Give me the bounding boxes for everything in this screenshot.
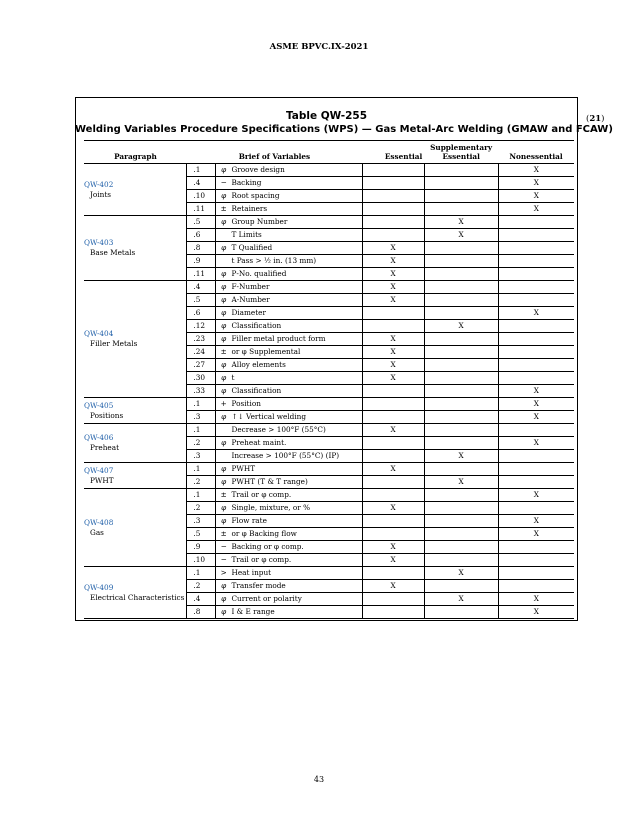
paragraph-cell <box>84 567 187 619</box>
variable-brief <box>216 554 362 567</box>
variable-number: .1 <box>187 164 216 177</box>
essential-mark <box>362 164 424 177</box>
essential-mark: X <box>362 346 424 359</box>
supplementary-mark <box>424 489 498 502</box>
variable-description: or φ Backing flow <box>231 529 297 538</box>
table-number: Table QW-255 <box>285 110 368 122</box>
table-title: Welding Variables Procedure Specifications (WPS) — Gas Metal-Arc Welding (GMAW and FCAW) <box>75 124 613 135</box>
paragraph-name: Electrical Characteristics <box>90 592 185 602</box>
essential-mark: X <box>362 268 424 281</box>
table-header-row <box>84 141 574 164</box>
supplementary-mark <box>424 164 498 177</box>
variable-description: Decrease > 100°F (55°C) <box>231 425 326 434</box>
paragraph-cell <box>84 463 187 489</box>
variable-description: Current or polarity <box>231 594 302 603</box>
variable-description: Position <box>231 399 261 408</box>
supplementary-mark <box>424 346 498 359</box>
variable-description: Trail or φ comp. <box>231 490 292 499</box>
variable-symbol: − <box>220 178 227 187</box>
variable-number: .9 <box>187 255 216 268</box>
variable-brief <box>216 450 362 463</box>
variable-symbol: − <box>220 542 227 551</box>
col-paragraph: Paragraph <box>84 141 187 164</box>
nonessential-mark: X <box>498 515 574 528</box>
variable-brief <box>216 268 362 281</box>
variable-brief <box>216 463 362 476</box>
supplementary-mark <box>424 541 498 554</box>
nonessential-mark: X <box>498 411 574 424</box>
page-number: 43 <box>313 775 325 784</box>
variable-brief <box>216 398 362 411</box>
essential-mark <box>362 320 424 333</box>
nonessential-mark: X <box>498 307 574 320</box>
table-row <box>84 489 574 502</box>
variable-description: Increase > 100°F (55°C) (IP) <box>231 451 340 460</box>
variable-brief <box>216 437 362 450</box>
variable-number: .6 <box>187 229 216 242</box>
supplementary-mark <box>424 190 498 203</box>
variable-symbol: ± <box>220 490 227 499</box>
essential-mark: X <box>362 541 424 554</box>
variable-brief <box>216 593 362 606</box>
variable-brief <box>216 515 362 528</box>
variable-description: PWHT (T & T range) <box>231 477 308 486</box>
variable-brief <box>216 242 362 255</box>
variable-description: Trail or φ comp. <box>231 555 292 564</box>
table-row <box>84 398 574 411</box>
nonessential-mark: X <box>498 606 574 619</box>
variable-description: Retainers <box>231 204 268 213</box>
paragraph-link[interactable]: QW-404 <box>84 329 114 338</box>
variable-description: t Pass > ½ in. (13 mm) <box>231 256 317 265</box>
variable-brief <box>216 476 362 489</box>
supplementary-mark <box>424 333 498 346</box>
supplementary-mark: X <box>424 567 498 580</box>
paragraph-cell <box>84 489 187 567</box>
variable-symbol: φ <box>221 412 227 421</box>
supplementary-mark <box>424 437 498 450</box>
variable-number: .2 <box>187 580 216 593</box>
essential-mark <box>362 593 424 606</box>
nonessential-mark <box>498 268 574 281</box>
paragraph-cell <box>84 164 187 216</box>
supplementary-mark: X <box>424 216 498 229</box>
variable-description: Preheat maint. <box>231 438 287 447</box>
variable-brief <box>216 606 362 619</box>
variable-brief <box>216 528 362 541</box>
variable-number: .10 <box>187 554 216 567</box>
variable-description: Root spacing <box>231 191 280 200</box>
supplementary-mark <box>424 268 498 281</box>
nonessential-mark: X <box>498 489 574 502</box>
variable-description: Classification <box>231 386 282 395</box>
variable-brief <box>216 281 362 294</box>
paragraph-name: Gas <box>90 527 104 537</box>
variable-description: F‑Number <box>231 282 270 291</box>
supplementary-mark <box>424 177 498 190</box>
variable-symbol: ± <box>220 204 227 213</box>
variable-brief <box>216 333 362 346</box>
supplementary-mark <box>424 203 498 216</box>
variable-description: Group Number <box>231 217 288 226</box>
variable-description: Single, mixture, or % <box>231 503 311 512</box>
essential-mark <box>362 515 424 528</box>
essential-mark <box>362 385 424 398</box>
variable-brief <box>216 359 362 372</box>
paragraph-cell <box>84 424 187 463</box>
supplementary-mark <box>424 580 498 593</box>
variable-number: .2 <box>187 476 216 489</box>
paragraph-name: Preheat <box>90 443 120 452</box>
paragraph-link[interactable]: QW-405 <box>84 400 114 410</box>
variable-number: .2 <box>187 502 216 515</box>
supplementary-mark <box>424 294 498 307</box>
supplementary-mark: X <box>424 320 498 333</box>
variable-number: .3 <box>187 411 216 424</box>
nonessential-mark <box>498 372 574 385</box>
variable-symbol: φ <box>221 594 227 603</box>
variable-number: .1 <box>187 567 216 580</box>
supplementary-mark <box>424 606 498 619</box>
variable-brief <box>216 203 362 216</box>
supplementary-mark <box>424 255 498 268</box>
variable-number: .1 <box>187 424 216 437</box>
variable-brief <box>216 177 362 190</box>
paragraph-link[interactable]: QW-403 <box>84 238 114 247</box>
variable-symbol: φ <box>221 243 227 252</box>
variable-symbol: φ <box>221 360 227 369</box>
essential-mark: X <box>362 281 424 294</box>
nonessential-mark <box>498 424 574 437</box>
variable-number: .4 <box>187 593 216 606</box>
supplementary-mark: X <box>424 476 498 489</box>
variable-description: Backing <box>231 178 262 187</box>
variable-brief <box>216 346 362 359</box>
variable-brief <box>216 489 362 502</box>
variable-description: P‑No. qualified <box>231 269 287 278</box>
essential-mark <box>362 203 424 216</box>
paragraph-link[interactable]: QW-402 <box>84 179 114 189</box>
table-row <box>84 463 574 476</box>
col-brief: Brief of Variables <box>187 141 362 164</box>
variable-number: .5 <box>187 216 216 229</box>
col-essential: Essential <box>362 141 424 164</box>
variable-description: PWHT <box>231 464 256 473</box>
variable-description: ↑↓ Vertical welding <box>231 412 307 421</box>
variable-number: .3 <box>187 450 216 463</box>
paragraph-name: Joints <box>90 189 112 199</box>
variable-number: .30 <box>187 372 216 385</box>
essential-mark <box>362 229 424 242</box>
nonessential-mark <box>498 346 574 359</box>
variable-symbol: φ <box>221 386 227 395</box>
nonessential-mark: X <box>498 528 574 541</box>
supplementary-mark <box>424 502 498 515</box>
essential-mark <box>362 476 424 489</box>
variable-number: .4 <box>187 281 216 294</box>
variable-description: Backing or φ comp. <box>231 542 304 551</box>
table-body <box>84 164 574 619</box>
paragraph-link[interactable]: QW-409 <box>84 582 114 592</box>
variable-number: .1 <box>187 489 216 502</box>
table-row <box>84 424 574 437</box>
essential-mark <box>362 216 424 229</box>
variable-number: .27 <box>187 359 216 372</box>
nonessential-mark <box>498 359 574 372</box>
variable-symbol: φ <box>221 477 227 486</box>
table-row <box>84 567 574 580</box>
variable-brief <box>216 580 362 593</box>
variable-number: .10 <box>187 190 216 203</box>
essential-mark: X <box>362 463 424 476</box>
variable-brief <box>216 216 362 229</box>
variable-number: .24 <box>187 346 216 359</box>
variable-number: .4 <box>187 177 216 190</box>
essential-mark: X <box>362 333 424 346</box>
nonessential-mark <box>498 463 574 476</box>
variable-description: Classification <box>231 321 282 330</box>
paragraph-link[interactable]: QW-407 <box>84 465 114 475</box>
revision-marker: (21) <box>586 114 605 124</box>
variable-brief <box>216 541 362 554</box>
variable-number: .11 <box>187 203 216 216</box>
essential-mark: X <box>362 242 424 255</box>
variable-description: Groove design <box>231 165 285 174</box>
supplementary-mark <box>424 398 498 411</box>
essential-mark: X <box>362 580 424 593</box>
paragraph-link[interactable]: QW-408 <box>84 517 114 527</box>
essential-mark: X <box>362 424 424 437</box>
supplementary-mark <box>424 515 498 528</box>
supplementary-mark <box>424 359 498 372</box>
nonessential-mark <box>498 541 574 554</box>
variable-brief <box>216 411 362 424</box>
variable-symbol: φ <box>221 269 227 278</box>
table-row <box>84 164 574 177</box>
variable-description: or φ Supplemental <box>231 347 301 356</box>
variable-number: .1 <box>187 463 216 476</box>
variable-symbol: ± <box>220 529 227 538</box>
nonessential-mark <box>498 320 574 333</box>
variable-number: .11 <box>187 268 216 281</box>
variable-brief <box>216 567 362 580</box>
supplementary-mark: X <box>424 450 498 463</box>
nonessential-mark <box>498 255 574 268</box>
variable-description: A‑Number <box>231 295 270 304</box>
variable-description: I & E range <box>231 607 275 616</box>
variable-number: .12 <box>187 320 216 333</box>
nonessential-mark <box>498 229 574 242</box>
variable-symbol: φ <box>221 607 227 616</box>
variable-number: .9 <box>187 541 216 554</box>
supplementary-mark: X <box>424 229 498 242</box>
nonessential-mark: X <box>498 437 574 450</box>
variable-description: Diameter <box>231 308 266 317</box>
nonessential-mark <box>498 294 574 307</box>
variable-number: .1 <box>187 398 216 411</box>
variable-description: Filler metal product form <box>231 334 326 343</box>
paragraph-name: Positions <box>90 410 124 420</box>
variable-number: .5 <box>187 294 216 307</box>
variable-symbol: φ <box>221 282 227 291</box>
essential-mark <box>362 190 424 203</box>
essential-mark <box>362 450 424 463</box>
essential-mark <box>362 307 424 320</box>
essential-mark: X <box>362 255 424 268</box>
variable-description: T Limits <box>231 230 262 239</box>
variable-symbol: φ <box>221 191 227 200</box>
supplementary-mark <box>424 528 498 541</box>
variable-brief <box>216 255 362 268</box>
essential-mark <box>362 437 424 450</box>
variable-symbol: φ <box>221 581 227 590</box>
variable-symbol: φ <box>221 308 227 317</box>
essential-mark: X <box>362 359 424 372</box>
table-row <box>84 216 574 229</box>
variable-symbol: φ <box>221 438 227 447</box>
variable-brief <box>216 502 362 515</box>
variable-description: Transfer mode <box>231 581 286 590</box>
nonessential-mark: X <box>498 177 574 190</box>
nonessential-mark <box>498 476 574 489</box>
paragraph-cell <box>84 281 187 398</box>
supplementary-mark <box>424 385 498 398</box>
table-row <box>84 281 574 294</box>
variable-description: Heat input <box>231 568 272 577</box>
supplementary-mark <box>424 424 498 437</box>
nonessential-mark: X <box>498 190 574 203</box>
revision-number: 21 <box>589 114 602 124</box>
variable-brief <box>216 385 362 398</box>
supplementary-mark <box>424 463 498 476</box>
supplementary-mark <box>424 554 498 567</box>
nonessential-mark <box>498 450 574 463</box>
paragraph-cell <box>84 398 187 424</box>
variable-number: .6 <box>187 307 216 320</box>
variable-symbol: φ <box>221 373 227 382</box>
essential-mark <box>362 411 424 424</box>
nonessential-mark <box>498 502 574 515</box>
variable-brief <box>216 229 362 242</box>
variable-number: .8 <box>187 606 216 619</box>
essential-mark <box>362 567 424 580</box>
variable-number: .2 <box>187 437 216 450</box>
nonessential-mark <box>498 333 574 346</box>
variable-brief <box>216 424 362 437</box>
variable-brief <box>216 190 362 203</box>
variable-symbol: φ <box>221 295 227 304</box>
essential-mark <box>362 606 424 619</box>
nonessential-mark <box>498 554 574 567</box>
variable-brief <box>216 164 362 177</box>
essential-mark <box>362 398 424 411</box>
variables-table <box>84 140 574 619</box>
variable-symbol: − <box>220 555 227 564</box>
essential-mark: X <box>362 372 424 385</box>
nonessential-mark <box>498 216 574 229</box>
variable-number: .5 <box>187 528 216 541</box>
variable-number: .8 <box>187 242 216 255</box>
nonessential-mark <box>498 567 574 580</box>
variable-description: T Qualified <box>231 243 273 252</box>
col-supplementary: Supplementary Essential <box>424 141 498 164</box>
variable-description: t <box>231 373 235 382</box>
variable-symbol: φ <box>221 217 227 226</box>
variable-symbol: φ <box>221 321 227 330</box>
nonessential-mark: X <box>498 385 574 398</box>
running-header: ASME BPVC.IX-2021 <box>269 42 369 52</box>
nonessential-mark: X <box>498 593 574 606</box>
essential-mark <box>362 177 424 190</box>
variable-symbol: ± <box>220 347 227 356</box>
variable-number: .33 <box>187 385 216 398</box>
paragraph-name: Base Metals <box>90 248 136 257</box>
nonessential-mark <box>498 580 574 593</box>
supplementary-mark: X <box>424 593 498 606</box>
supplementary-mark <box>424 372 498 385</box>
essential-mark: X <box>362 554 424 567</box>
essential-mark <box>362 489 424 502</box>
essential-mark: X <box>362 502 424 515</box>
variable-symbol: + <box>220 399 227 408</box>
variable-symbol: φ <box>221 165 227 174</box>
variable-number: .23 <box>187 333 216 346</box>
variable-symbol: φ <box>221 503 227 512</box>
variable-symbol: > <box>220 568 227 577</box>
variable-symbol: φ <box>221 464 227 473</box>
variable-symbol: φ <box>221 516 227 525</box>
paragraph-name: Filler Metals <box>90 339 138 348</box>
nonessential-mark: X <box>498 203 574 216</box>
supplementary-mark <box>424 411 498 424</box>
nonessential-mark <box>498 281 574 294</box>
variable-brief <box>216 320 362 333</box>
variable-symbol: φ <box>221 334 227 343</box>
nonessential-mark: X <box>498 164 574 177</box>
variable-brief <box>216 372 362 385</box>
variable-number: .3 <box>187 515 216 528</box>
paragraph-name: PWHT <box>90 475 114 485</box>
paragraph-link[interactable]: QW-406 <box>84 433 114 442</box>
paragraph-cell <box>84 216 187 281</box>
supplementary-mark <box>424 307 498 320</box>
essential-mark <box>362 528 424 541</box>
variable-description: Flow rate <box>231 516 267 525</box>
variable-brief <box>216 307 362 320</box>
col-nonessential: Nonessential <box>498 141 574 164</box>
supplementary-mark <box>424 242 498 255</box>
variable-brief <box>216 294 362 307</box>
supplementary-mark <box>424 281 498 294</box>
nonessential-mark <box>498 242 574 255</box>
variable-description: Alloy elements <box>231 360 286 369</box>
nonessential-mark: X <box>498 398 574 411</box>
essential-mark: X <box>362 294 424 307</box>
